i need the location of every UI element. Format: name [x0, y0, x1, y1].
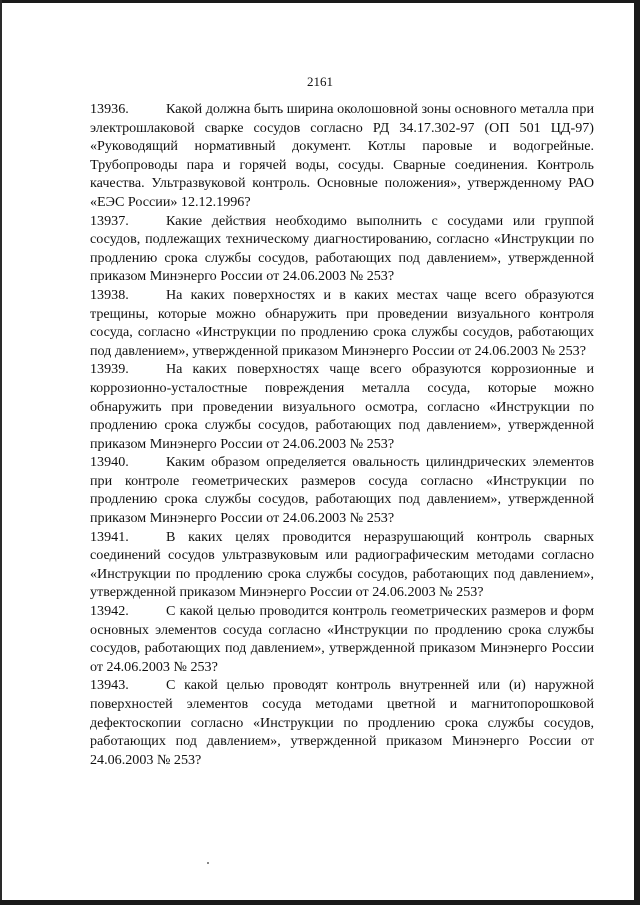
- question-text: Какие действия необходимо выполнить с сосудами или группой сосудов, подлежащих техническому диагностированию, согласно «Инструкции по продлению срока службы сосудов, работающих под давлением», утвержденной приказом Минэнерго России от 24.06.2003 № 253?: [90, 212, 594, 285]
- question-13943: [90, 676, 594, 769]
- question-text: В каких целях проводится неразрушающий контроль сварных соединений сосудов ультразвуковым или радиографическим методами согласно «Инструкции по продлению срока службы сосудов, работающих под давлением», утвержденной приказом Минэнерго России от 24.06.2003 № 253?: [90, 528, 594, 601]
- scan-border-left: [0, 0, 2, 905]
- question-text: Каким образом определяется овальность цилиндрических элементов при контроле геометрических размеров сосуда согласно «Инструкции по продлению срока службы сосудов, работающих под давлением», утвержденной приказом Минэнерго России от 24.06.2003 № 253?: [90, 454, 594, 527]
- question-number: 13937.: [90, 212, 129, 229]
- question-13936: [90, 100, 594, 212]
- question-text: С какой целью проводят контроль внутренней или (и) наружной поверхностей элементов сосуда методами цветной и магнитопорошковой дефектоскопии согласно «Инструкции по продлению срока службы сосудов, работающих под давлением», утвержденной приказом Минэнерго России от 24.06.2003 № 253?: [90, 677, 594, 768]
- question-text: На каких поверхностях чаще всего образуются коррозионные и коррозионно-усталостные повреждения металла сосуда, которые можно обнаружить при проведении визуального осмотра, согласно «Инструкции по продлению срока службы сосудов, работающих под давлением», утвержденной приказом Минэнерго России от 24.06.2003 № 253?: [90, 361, 594, 452]
- question-13937: [90, 212, 594, 286]
- scan-border-bottom: [0, 900, 640, 905]
- question-text: На каких поверхностях и в каких местах чаще всего образуются трещины, которые можно обнаружить при проведении визуального контроля сосуда, согласно «Инструкции по продлению срока службы сосудов, работающих под давлением», утвержденной приказом Минэнерго России от 24.06.2003 № 253?: [90, 286, 594, 359]
- question-number: 13943.: [90, 677, 129, 694]
- question-13938: [90, 286, 594, 360]
- question-number: 13941.: [90, 528, 129, 545]
- question-number: 13938.: [90, 286, 129, 303]
- question-13940: [90, 453, 594, 527]
- question-number: 13942.: [90, 603, 129, 620]
- question-number: 13940.: [90, 454, 129, 471]
- page-number: 2161: [307, 74, 333, 89]
- question-number: 13939.: [90, 361, 129, 378]
- scan-speck: [207, 862, 209, 864]
- question-list: [90, 100, 594, 769]
- question-text: С какой целью проводится контроль геометрических размеров и форм основных элементов сосуда согласно «Инструкции по продлению срока службы сосудов, работающих под давлением», утвержденной приказом Минэнерго России от 24.06.2003 № 253?: [90, 603, 594, 675]
- question-13941: [90, 528, 594, 602]
- question-text: Какой должна быть ширина околошовной зоны основного металла при электрошлаковой сварке сосудов согласно РД 34.17.302-97 (ОП 501 ЦД-97) «Руководящий нормативный документ. Котлы паровые и водогрейные. Трубопроводы пара и горячей воды, сосуды. Сварные соединения. Контроль качества. Ультразвуковой контроль. Основные положения», утвержденному РАО «ЕЭС России» 12.12.1996?: [90, 101, 594, 210]
- scan-border-right: [634, 0, 640, 905]
- question-13939: [90, 360, 594, 453]
- scan-border-top: [0, 0, 640, 3]
- question-number: 13936.: [90, 101, 129, 117]
- question-13942: [90, 602, 594, 676]
